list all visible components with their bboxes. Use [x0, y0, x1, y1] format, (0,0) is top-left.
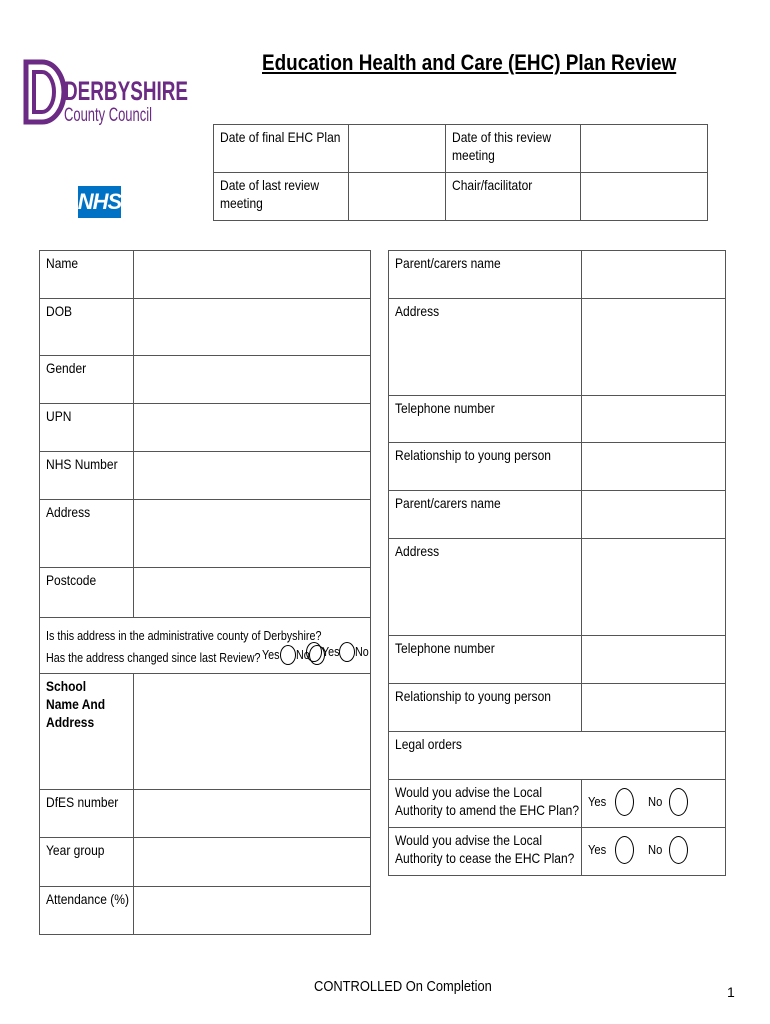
- page-number: 1: [727, 984, 735, 1000]
- school-label: School Name And Address: [46, 678, 106, 730]
- p2-relationship-label: Relationship to young person: [395, 688, 551, 704]
- cease-yes-radio[interactable]: [615, 836, 634, 864]
- amend-yes-label: Yes: [588, 793, 607, 809]
- upn-field[interactable]: [134, 404, 371, 452]
- chair-field[interactable]: [581, 173, 708, 221]
- amend-no-label: No: [648, 793, 663, 809]
- nhs-number-field[interactable]: [134, 452, 371, 500]
- p1-address-field[interactable]: [582, 299, 726, 396]
- upn-label: UPN: [46, 408, 72, 424]
- footer-text: CONTROLLED On Completion: [314, 978, 492, 995]
- cease-no-radio[interactable]: [669, 836, 688, 864]
- derbyshire-no-radio[interactable]: [339, 642, 355, 662]
- logo-sub: County Council: [64, 105, 152, 126]
- postcode-field[interactable]: [134, 568, 371, 618]
- nhs-number-label: NHS Number: [46, 456, 118, 472]
- p2-name-label: Parent/carers name: [395, 495, 501, 511]
- final-plan-field[interactable]: [349, 125, 446, 173]
- year-group-label: Year group: [46, 842, 105, 858]
- cease-no-label: No: [648, 841, 663, 857]
- changed-yes-radio[interactable]: [280, 645, 296, 665]
- parent-details-table: [388, 250, 726, 876]
- changed-yes-label: Yes: [261, 648, 280, 662]
- address-label: Address: [46, 504, 91, 520]
- q-changed-label: Has the address changed since last Review?: [46, 651, 261, 665]
- child-details-table: [39, 250, 371, 935]
- derbyshire-no-label: No: [354, 645, 369, 659]
- school-field[interactable]: [134, 674, 371, 790]
- last-review-field[interactable]: [349, 173, 446, 221]
- attendance-field[interactable]: [134, 887, 371, 935]
- year-group-field[interactable]: [134, 838, 371, 887]
- amend-yes-radio[interactable]: [615, 788, 634, 816]
- p2-address-label: Address: [395, 543, 440, 559]
- name-label: Name: [46, 255, 79, 271]
- review-date-field[interactable]: [581, 125, 708, 173]
- dob-label: DOB: [46, 303, 73, 319]
- p1-relationship-field[interactable]: [582, 443, 726, 491]
- p2-phone-label: Telephone number: [395, 640, 495, 656]
- derbyshire-logo: [24, 60, 204, 130]
- p2-address-field[interactable]: [582, 539, 726, 636]
- p1-relationship-label: Relationship to young person: [395, 447, 551, 463]
- page-title: Education Health and Care (EHC) Plan Review: [262, 50, 677, 75]
- amend-question: Would you advise the Local Authority to amend the EHC Plan?: [395, 784, 580, 818]
- review-date-label: Date of this review meeting: [452, 129, 552, 163]
- dob-field[interactable]: [134, 299, 371, 356]
- gender-field[interactable]: [134, 356, 371, 404]
- p1-name-label: Parent/carers name: [395, 255, 501, 271]
- derbyshire-yes-label: Yes: [321, 645, 340, 659]
- logo-name: DERBYSHIRE: [64, 76, 188, 106]
- name-field[interactable]: [134, 251, 371, 299]
- gender-label: Gender: [46, 360, 87, 376]
- changed-no-label: No: [295, 648, 310, 662]
- dfes-field[interactable]: [134, 790, 371, 838]
- nhs-logo: NHS: [78, 186, 121, 218]
- attendance-label: Attendance (%): [46, 891, 129, 907]
- p1-phone-field[interactable]: [582, 396, 726, 443]
- p2-relationship-field[interactable]: [582, 684, 726, 732]
- chair-label: Chair/facilitator: [452, 177, 533, 193]
- q-derbyshire-label: Is this address in the administrative county of Derbyshire?: [46, 629, 322, 643]
- cease-yes-label: Yes: [588, 841, 607, 857]
- postcode-label: Postcode: [46, 572, 97, 588]
- changed-no-radio[interactable]: [309, 645, 325, 665]
- address-field[interactable]: [134, 500, 371, 568]
- dfes-label: DfES number: [46, 794, 119, 810]
- amend-no-radio[interactable]: [669, 788, 688, 816]
- p2-name-field[interactable]: [582, 491, 726, 539]
- legal-orders-label: Legal orders: [395, 736, 462, 752]
- p1-address-label: Address: [395, 303, 440, 319]
- cease-question: Would you advise the Local Authority to cease the EHC Plan?: [395, 832, 575, 866]
- p1-name-field[interactable]: [582, 251, 726, 299]
- final-plan-label: Date of final EHC Plan: [220, 129, 341, 145]
- last-review-label: Date of last review meeting: [220, 177, 320, 211]
- p1-phone-label: Telephone number: [395, 400, 495, 416]
- p2-phone-field[interactable]: [582, 636, 726, 684]
- header-table: [213, 124, 708, 221]
